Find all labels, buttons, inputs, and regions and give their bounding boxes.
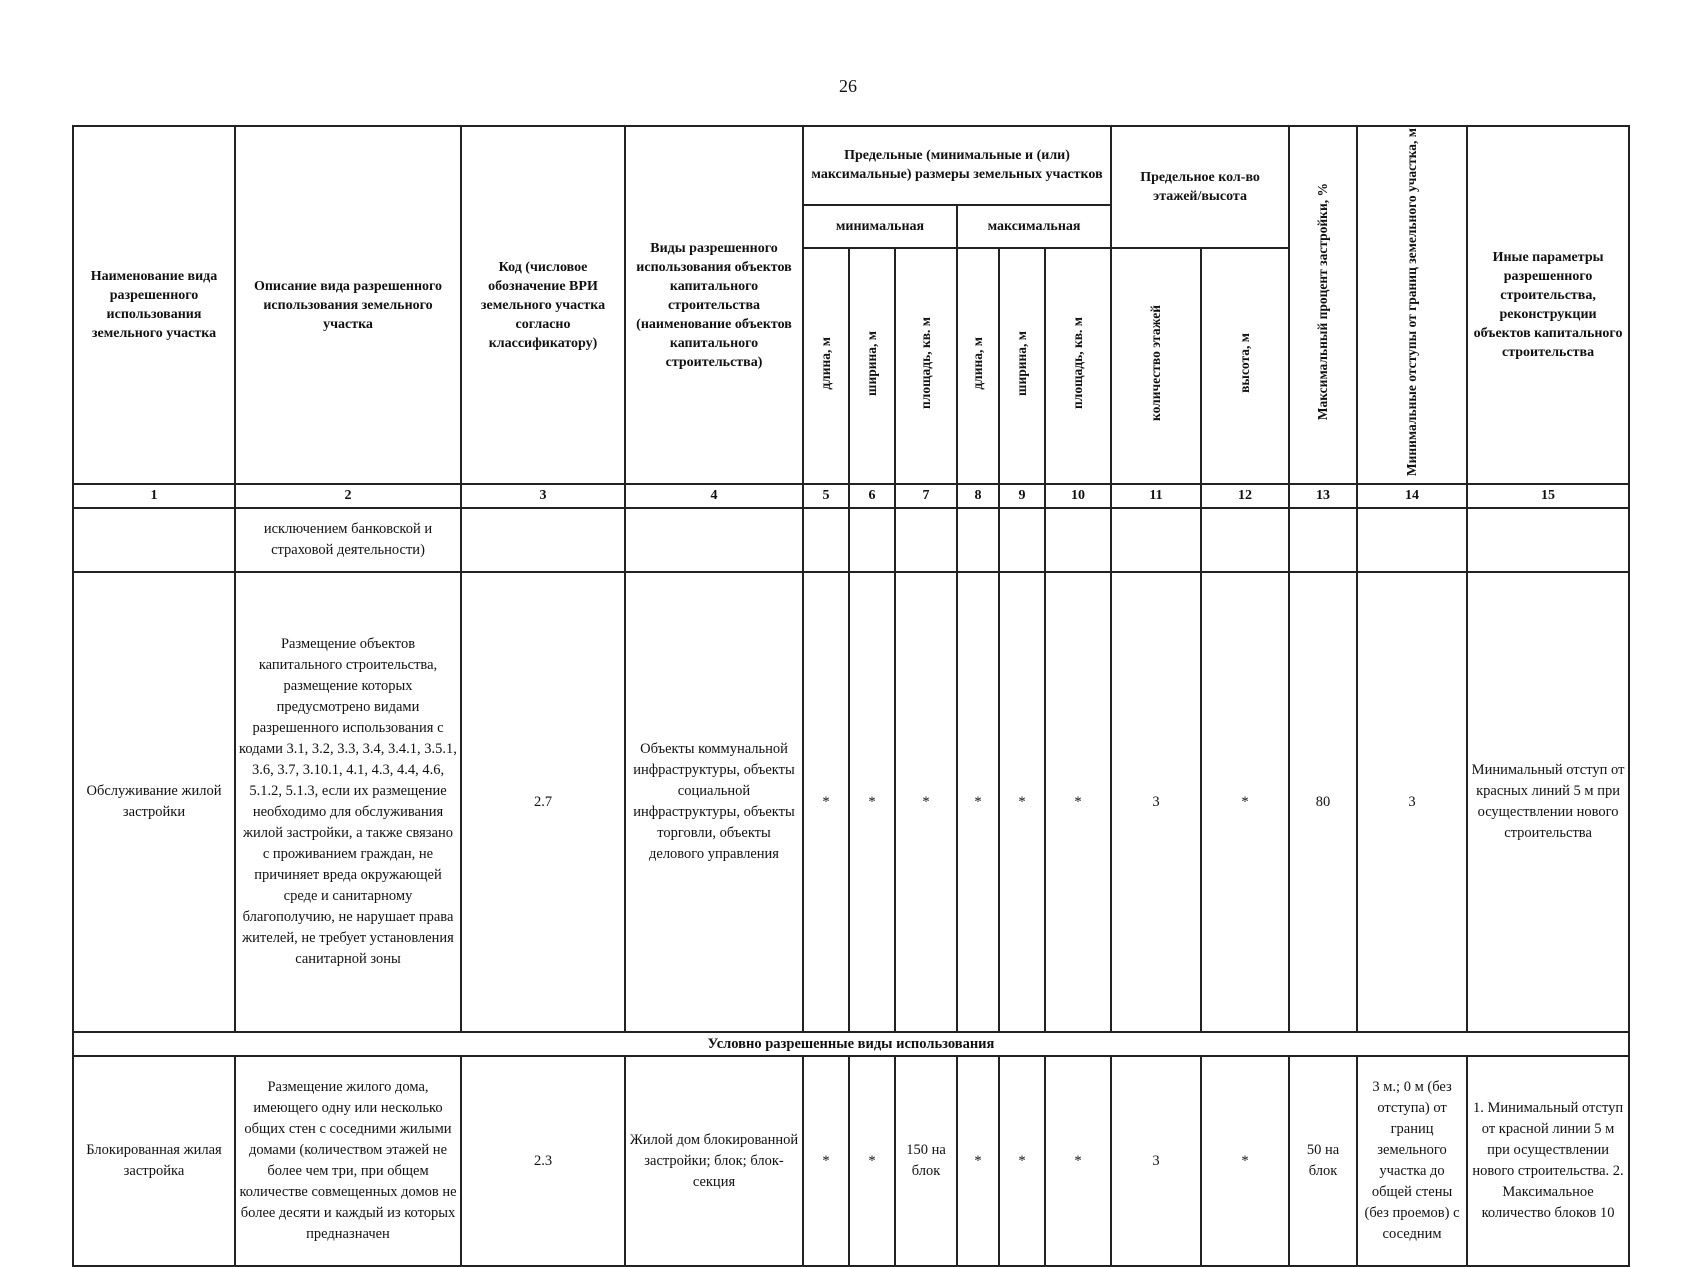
- floors: 3: [1111, 572, 1201, 1032]
- height: *: [1201, 1056, 1289, 1266]
- header-floors-height: Предельное кол-во этажей/высота: [1111, 126, 1289, 248]
- min-area: [895, 508, 957, 572]
- max-percent: 80: [1289, 572, 1357, 1032]
- max-width: [999, 508, 1045, 572]
- max-width: *: [999, 572, 1045, 1032]
- column-number: 2: [235, 484, 461, 508]
- column-number: 11: [1111, 484, 1201, 508]
- land-use-name: Обслуживание жилой застройки: [73, 572, 235, 1032]
- min-area: *: [895, 572, 957, 1032]
- max-area: *: [1045, 572, 1111, 1032]
- header-min-length: длина, м: [803, 248, 849, 484]
- column-number: 12: [1201, 484, 1289, 508]
- column-number: 14: [1357, 484, 1467, 508]
- floors: 3: [1111, 1056, 1201, 1266]
- min-width: *: [849, 1056, 895, 1266]
- land-use-name: Блокированная жилая застройка: [73, 1056, 235, 1266]
- header-land-use-description: Описание вида разрешенного использования земельного участка: [235, 126, 461, 484]
- max-area: [1045, 508, 1111, 572]
- header-other-params: Иные параметры разрешенного строительства, реконструкции объектов капитального строительства: [1467, 126, 1629, 484]
- other-params: Минимальный отступ от красных линий 5 м при осуществлении нового строительства: [1467, 572, 1629, 1032]
- min-area: 150 на блок: [895, 1056, 957, 1266]
- max-length: *: [957, 1056, 999, 1266]
- land-use-description: Размещение объектов капитального строительства, размещение которых предусмотрено видами разрешенного использования с кодами 3.1, 3.2, 3.3, 3.4, 3.4.1, 3.5.1, 3.6, 3.7, 3.10.1, 4.1, 4.3, 4.4, 4.6, 5.1.2, 5.1.3, если их размещение необходимо для обслуживания жилой застройки, а также связано с проживанием граждан, не причиняет вреда окружающей среде и санитарному благополучию, не нарушает права жителей, не требует установления санитарной зоны: [235, 572, 461, 1032]
- header-building-use-types: Виды разрешенного использования объектов капитального строительства (наименование объектов капитального строительства): [625, 126, 803, 484]
- section-title: Условно разрешенные виды использования: [73, 1032, 1629, 1056]
- column-number: 7: [895, 484, 957, 508]
- column-number: 6: [849, 484, 895, 508]
- column-number: 10: [1045, 484, 1111, 508]
- land-use-name: [73, 508, 235, 572]
- column-number: 5: [803, 484, 849, 508]
- section-row: [73, 1032, 1629, 1056]
- header-max-area: площадь, кв. м: [1045, 248, 1111, 484]
- column-numbers-row: [73, 484, 1629, 508]
- max-area: *: [1045, 1056, 1111, 1266]
- table-row: [73, 572, 1629, 1032]
- max-width: *: [999, 1056, 1045, 1266]
- land-use-code: 2.7: [461, 572, 625, 1032]
- header-max-width: ширина, м: [999, 248, 1045, 484]
- column-number: 9: [999, 484, 1045, 508]
- column-number: 3: [461, 484, 625, 508]
- column-number: 13: [1289, 484, 1357, 508]
- header-code: Код (числовое обозначение ВРИ земельного участка согласно классификатору): [461, 126, 625, 484]
- building-use-types: [625, 508, 803, 572]
- column-number: 1: [73, 484, 235, 508]
- header-land-use-name: Наименование вида разрешенного использования земельного участка: [73, 126, 235, 484]
- header-minimum: минимальная: [803, 205, 957, 248]
- height: [1201, 508, 1289, 572]
- header-max-length: длина, м: [957, 248, 999, 484]
- building-use-types: Жилой дом блокированной застройки; блок; блок-секция: [625, 1056, 803, 1266]
- land-use-description: Размещение жилого дома, имеющего одну или несколько общих стен с соседними жилыми домами (количеством этажей не более чем три, при общем количестве совмещенных домов не более десяти и каждый из которых предназначен: [235, 1056, 461, 1266]
- other-params: 1. Минимальный отступ от красной линии 5 м при осуществлении нового строительства. 2. Максимальное количество блоков 10: [1467, 1056, 1629, 1266]
- other-params: [1467, 508, 1629, 572]
- column-number: 15: [1467, 484, 1629, 508]
- header-min-area: площадь, кв. м: [895, 248, 957, 484]
- min-setback: [1357, 508, 1467, 572]
- table-row: [73, 508, 1629, 572]
- min-setback: 3: [1357, 572, 1467, 1032]
- header-maximum: максимальная: [957, 205, 1111, 248]
- min-length: *: [803, 572, 849, 1032]
- page-number: 26: [839, 76, 857, 96]
- floors: [1111, 508, 1201, 572]
- max-length: *: [957, 572, 999, 1032]
- height: *: [1201, 572, 1289, 1032]
- header-min-setback: Минимальные отступы от границ земельного участка, м: [1357, 126, 1467, 484]
- column-number: 4: [625, 484, 803, 508]
- column-number: 8: [957, 484, 999, 508]
- land-use-code: [461, 508, 625, 572]
- max-length: [957, 508, 999, 572]
- header-max-percent: Максимальный процент застройки, %: [1289, 126, 1357, 484]
- min-width: *: [849, 572, 895, 1032]
- zoning-table: [72, 125, 1630, 1267]
- header-min-width: ширина, м: [849, 248, 895, 484]
- min-length: *: [803, 1056, 849, 1266]
- land-use-description: исключением банковской и страховой деятельности): [235, 508, 461, 572]
- building-use-types: Объекты коммунальной инфраструктуры, объекты социальной инфраструктуры, объекты торговли, объекты делового управления: [625, 572, 803, 1032]
- min-width: [849, 508, 895, 572]
- min-length: [803, 508, 849, 572]
- header-land-size-limits: Предельные (минимальные и (или) максимальные) размеры земельных участков: [803, 126, 1111, 205]
- max-percent: 50 на блок: [1289, 1056, 1357, 1266]
- header-height: высота, м: [1201, 248, 1289, 484]
- table-row: [73, 1056, 1629, 1266]
- land-use-code: 2.3: [461, 1056, 625, 1266]
- header-floors-count: количество этажей: [1111, 248, 1201, 484]
- min-setback: 3 м.; 0 м (без отступа) от границ земельного участка до общей стены (без проемов) с соседним: [1357, 1056, 1467, 1266]
- max-percent: [1289, 508, 1357, 572]
